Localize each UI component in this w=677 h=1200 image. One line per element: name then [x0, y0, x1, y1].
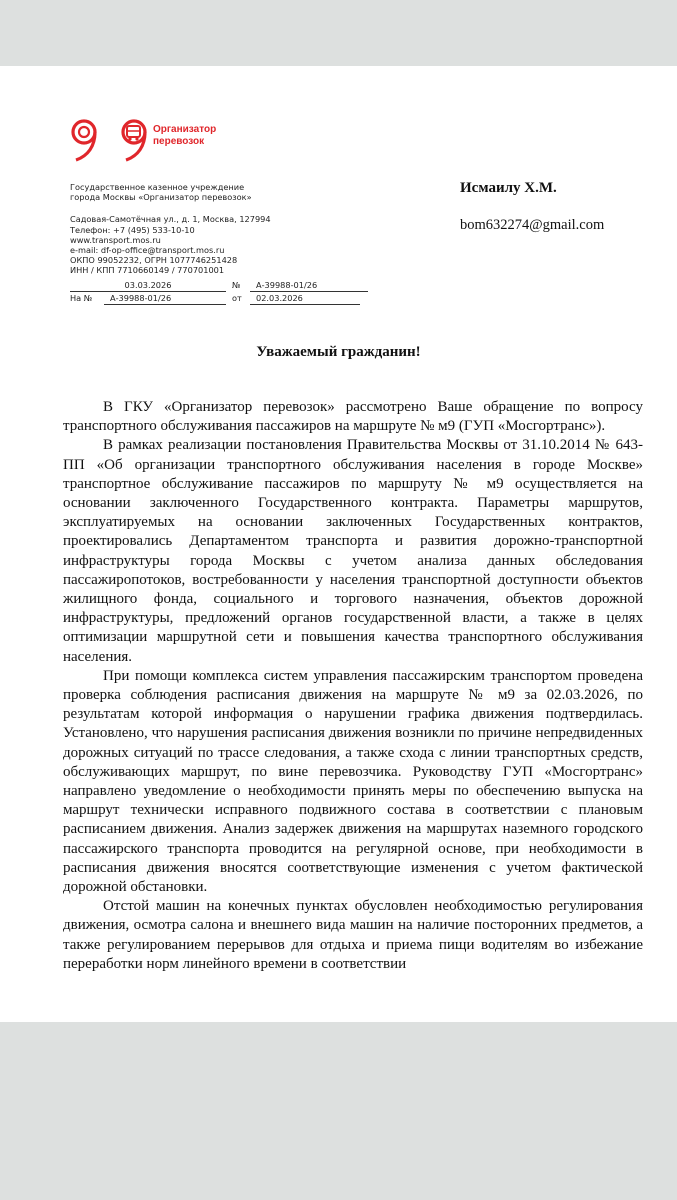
- org-okpo: ОКПО 99052232, ОГРН 1077746251428: [70, 255, 238, 266]
- paragraph: В ГКУ «Организатор перевозок» рассмотрено Ваше обращение по вопросу транспортного обслуживания пассажиров на маршруте № м9 (ГУП «Мосгортранс»).: [63, 399, 643, 435]
- number-label: №: [232, 280, 241, 290]
- org-phone: Телефон: +7 (495) 533-10-10: [70, 224, 195, 235]
- org-line2: города Москвы «Организатор перевозок»: [70, 192, 252, 203]
- from-label: от: [232, 293, 242, 303]
- logo-text-line2: перевозок: [153, 136, 205, 147]
- org-website: www.transport.mos.ru: [70, 234, 161, 245]
- ref-number: А-39988-01/26: [104, 293, 226, 305]
- org-address: Садовая-Самотёчная ул., д. 1, Москва, 127994: [70, 214, 271, 225]
- letter-body: [63, 398, 643, 974]
- letter-page: [0, 66, 677, 1022]
- org-line1: Государственное казенное учреждение: [70, 182, 245, 192]
- ref-date: 02.03.2026: [250, 293, 360, 305]
- paragraph: Отстой машин на конечных пунктах обусловлен необходимостью регулирования движения, осмотра салона и внешнего вида машин на наличие посторонних предметов, а также регулированием перерывов для отдыха и приема пищи водителям во избежание переработки норм линейного времени в соответствии: [63, 898, 643, 972]
- outgoing-number: А-39988-01/26: [250, 280, 368, 292]
- recipient-email: bom632274@gmail.com: [460, 217, 605, 233]
- greeting: Уважаемый гражданин!: [256, 344, 421, 360]
- paragraph: При помощи комплекса систем управления пассажирским транспортом проведена проверка соблюдения расписания движения на маршруте № м9 за 02.03.2026, по результатам которой информация о нарушении графика движения подтвердилась. Установлено, что нарушения расписания движения возникли по причине непредвиденных дорожных ситуаций по трассе следования, а также схода с линии транспортных средств, обслуживающих маршрут, по вине перевозчика. Руководству ГУП «Мосгортранс» направлено уведомление о необходимости принять меры по обеспечению выпуска на маршрут технически исправного подвижного состава в соответствии с плановым расписанием движения. Анализ задержек движения на маршрутах наземного городского пассажирского транспорта проводится на регулярной основе, при необходимости в расписания движения вносятся соответствующие изменения с учетом фактической дорожной обстановки.: [63, 667, 643, 896]
- outgoing-date: 03.03.2026: [70, 280, 226, 292]
- org-inn: ИНН / КПП 7710660149 / 770701001: [70, 265, 225, 276]
- recipient-name: Исмаилу Х.М.: [460, 180, 557, 196]
- logo-text: [153, 124, 216, 148]
- paragraph: В рамках реализации постановления Правительства Москвы от 31.10.2014 № 643-ПП «Об организации транспортного обслуживания населения в городе Москве» транспортное обслуживание пассажиров по маршруту № м9 осуществляется на основании заключенного Государственного контракта. Параметры маршрутов, эксплуатируемых на основании заключенных Государственных контрактов, проектировались Департаментом транспорта и развития дорожно-транспортной инфраструктуры города Москвы с учетом анализа данных обследования пассажиропотоков, востребованности у населения транспортной доступности объектов жилищного фонда, социального и торгового назначения, объектов дорожной инфраструктуры, предложений органов государственной власти, а также в целях оптимизации маршрутной сети и повышения качества транспортного обслуживания населения.: [63, 437, 643, 665]
- logo-text-line1: Организатор: [153, 124, 217, 135]
- ref-label: На №: [70, 293, 93, 303]
- org-email: e-mail: df-op-office@transport.mos.ru: [70, 245, 225, 256]
- recipient-block: [460, 180, 604, 234]
- organization-details: [70, 182, 330, 276]
- registration-block: [70, 280, 370, 306]
